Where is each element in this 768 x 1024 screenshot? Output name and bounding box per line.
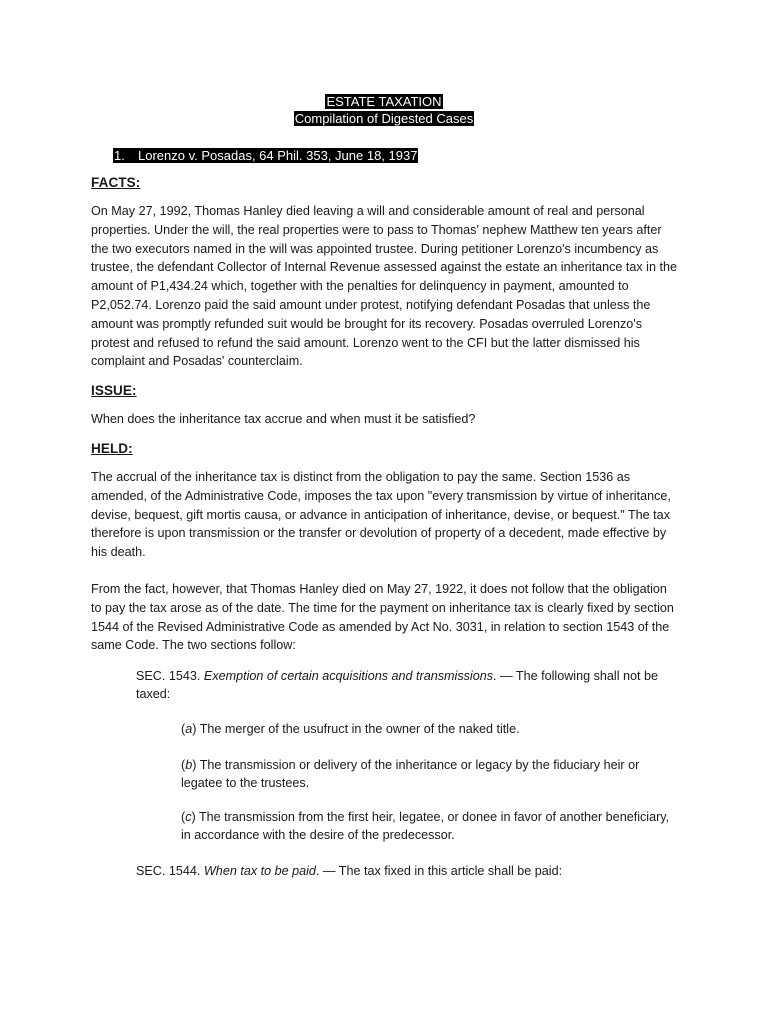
sec-1543-item-a: (a) The merger of the usufruct in the owner of the naked title. [181,722,520,736]
issue-heading: ISSUE: [91,383,137,398]
sec-1543-paragraph [136,667,676,704]
sec-1544-title: When tax to be paid [203,864,316,878]
sec-1543-label: SEC. 1543. [136,669,201,683]
sec-1544-label: SEC. 1544. [136,864,201,878]
sec-1544-paragraph [136,862,676,880]
held-paragraph-2: From the fact, however, that Thomas Hanley died on May 27, 1922, it does not follow that the obligation to pay the tax arose as of the date. The time for the payment on inheritance tax is clearly fixed by section 1544 of the Revised Administrative Code as amended by Act No. 3031, in relation to section 1543 of the same Code. The two sections follow: [91,582,674,653]
sec-1543-item-c: (c) The transmission from the first heir, legatee, or donee in favor of another beneficiary, in accordance with the desire of the predecessor. [181,810,670,843]
sec-1543-item-b: (b) The transmission or delivery of the inheritance or legacy by the fiduciary heir or legatee to the trustees. [181,758,640,791]
document-subtitle: Compilation of Digested Cases [294,111,474,126]
item-letter: c [185,810,192,824]
facts-heading: FACTS: [91,175,141,190]
item-text: The transmission from the first heir, legatee, or donee in favor of another beneficiary, in accordance with the desire of the predecessor. [181,810,670,843]
sec-1544-text: . — The tax fixed in this article shall be paid: [315,864,563,878]
sec-1543-text: . — The following shall not be taxed: [136,669,659,702]
issue-paragraph: When does the inheritance tax accrue and when must it be satisfied? [91,412,476,426]
held-heading: HELD: [91,441,133,456]
item-letter: b [185,758,193,772]
document-title: ESTATE TAXATION [326,94,442,109]
document-header [0,93,768,127]
case-title-line [113,147,418,164]
facts-paragraph: On May 27, 1992, Thomas Hanley died leaving a will and considerable amount of real and personal properties. Under the will, the real properties were to pass to Thomas' nephew Matthew ten years after the two executors named in the will was appointed trustee. During petitioner Lorenzo's incumbency as trustee, the defendant Collector of Internal Revenue assessed against the estate an inheritance tax in the amount of P1,434.24 which, together with the penalties for delinquency in payment, amounted to P2,052.74. Lorenzo paid the said amount under protest, notifying defendant Posadas that unless the amount was promptly refunded suit would be brought for its recovery. Posadas overruled Lorenzo's protest and refused to refund the said amount. Lorenzo went to the CFI but the latter dismissed his complaint and Posadas' counterclaim. [91,204,677,369]
case-title-highlight [113,148,418,163]
case-title: Lorenzo v. Posadas, 64 Phil. 353, June 18, 1937 [138,148,418,163]
item-text: The transmission or delivery of the inheritance or legacy by the fiduciary heir or legatee to the trustees. [181,758,640,791]
held-paragraph-1: The accrual of the inheritance tax is distinct from the obligation to pay the same. Section 1536 as amended, of the Administrative Code, imposes the tax upon "every transmission by virtue of inheritance, devise, bequest, gift mortis causa, or advance in anticipation of inheritance, devise, or bequest." The tax therefore is upon transmission or the transfer or devolution of property of a decedent, made effective by his death. [91,470,671,560]
sec-1543-title: Exemption of certain acquisitions and transmissions [203,669,494,683]
case-number: 1. [114,148,125,163]
item-text: The merger of the usufruct in the owner of the naked title. [196,722,520,736]
item-letter: a [185,722,193,736]
